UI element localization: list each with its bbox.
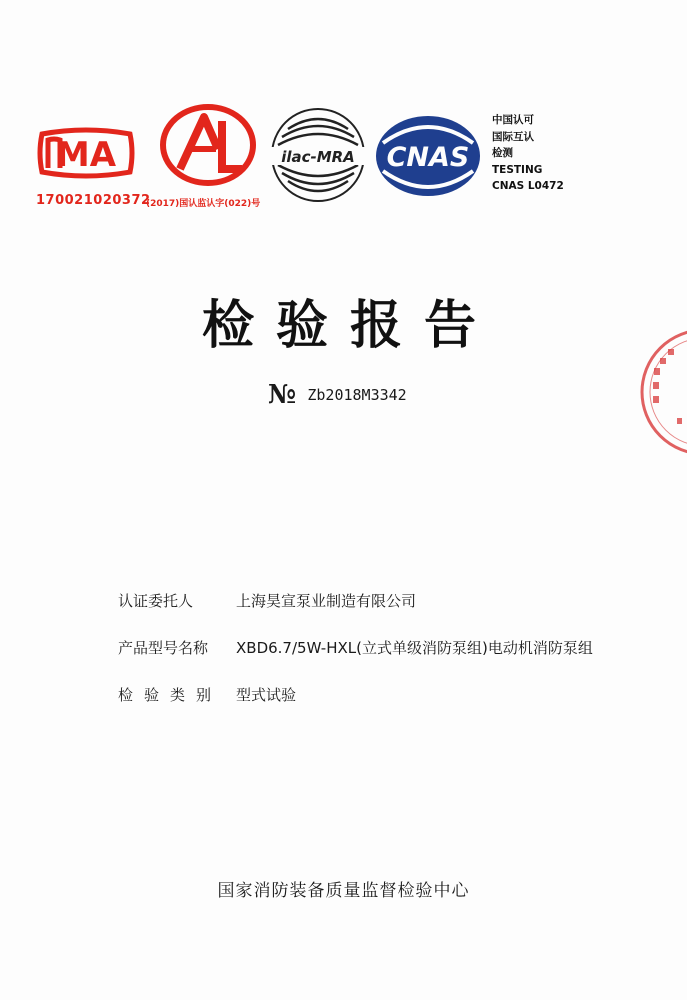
number-symbol: № xyxy=(268,380,297,410)
field-row-client xyxy=(118,590,416,611)
field-label: 产品型号名称 xyxy=(118,639,209,657)
field-value: 上海昊宣泵业制造有限公司 xyxy=(236,592,417,610)
cnas-line: CNAS L0472 xyxy=(492,180,564,192)
cnas-logo xyxy=(373,113,483,199)
document-title: 检验报告 xyxy=(201,296,498,356)
cma-certificate-number: 170021020372 xyxy=(36,193,151,208)
cnas-line: 检测 xyxy=(492,147,513,159)
report-number-value: Zb2018M3342 xyxy=(307,386,407,404)
field-label: 检验类别 xyxy=(118,686,223,704)
report-number xyxy=(268,380,407,410)
cal-logo xyxy=(158,103,258,187)
cnas-accreditation-text xyxy=(492,112,564,195)
cma-logo xyxy=(34,124,138,182)
cnas-line: 中国认可 xyxy=(492,114,534,126)
field-row-inspection-type xyxy=(118,684,296,705)
ilac-mra-logo xyxy=(268,105,368,205)
cnas-line: 国际互认 xyxy=(492,130,534,143)
field-value: 型式试验 xyxy=(236,686,297,704)
issuing-organization: 国家消防装备质量监督检验中心 xyxy=(217,881,470,901)
ilac-logo-text: ilac-MRA xyxy=(281,148,355,166)
cal-certificate-number: (2017)国认监认字(022)号 xyxy=(146,199,261,209)
cnas-logo-text: CNAS xyxy=(386,142,470,173)
official-seal xyxy=(634,322,687,462)
field-row-product xyxy=(118,637,593,658)
field-value: XBD6.7/5W-HXL(立式单级消防泵组)电动机消防泵组 xyxy=(236,639,593,657)
ma-logo-text: MA xyxy=(55,135,117,175)
cnas-line: TESTING xyxy=(492,163,543,176)
field-label: 认证委托人 xyxy=(118,592,194,610)
